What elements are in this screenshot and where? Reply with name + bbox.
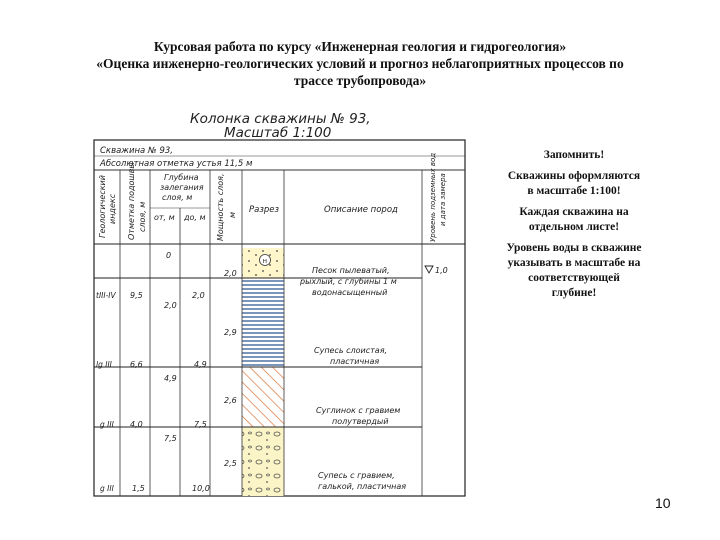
header-depth-1: Глубина: [164, 173, 199, 182]
layer-2-index: lg III: [96, 360, 112, 369]
borehole-elevation: Абсолютная отметка устья 11,5 м: [100, 159, 253, 169]
layer-3-mark: 4,0: [130, 420, 143, 429]
header-water-1: Уровень подземных вод: [429, 152, 437, 242]
borehole-column-figure: [92, 108, 468, 500]
layer-1-mark: 9,5: [130, 291, 143, 300]
water-level-icon: [425, 266, 433, 273]
column-heading-2: Масштаб 1:100: [224, 125, 332, 141]
layer-1-from: 0: [166, 251, 172, 260]
reminder-notes: [506, 148, 642, 307]
header-depth-from: от, м: [154, 213, 175, 222]
header-index-1: Геологический: [98, 175, 107, 238]
note-separate-sheet: Каждая скважина на отдельном листе!: [519, 206, 629, 233]
section-fill-sandy-loam: [242, 278, 284, 367]
borehole-number: Скважина № 93,: [100, 146, 173, 156]
layer-1-desc-2: рыхлый, с глубины 1 м: [300, 277, 397, 286]
page-number: 10: [655, 495, 671, 511]
title-line-3: трассе трубопровода»: [293, 73, 427, 88]
title-line-2: «Оценка инженерно-геологических условий и прогноз неблагоприятных процессов по: [96, 56, 624, 71]
note-remember: Запомнить!: [543, 149, 605, 161]
layer-1-desc-1: Песок пылеватый,: [312, 266, 390, 275]
layer-1-to: 2,0: [192, 291, 205, 300]
section-fill-loam: [242, 367, 284, 427]
layer-3-thickness: 2,6: [224, 396, 237, 405]
header-thickness-2: м: [228, 211, 237, 218]
layer-1-thickness: 2,0: [224, 269, 237, 278]
layer-4-mark: 1,5: [132, 484, 145, 493]
title-line-1: Курсовая работа по курсу «Инженерная геология и гидрогеология»: [153, 39, 567, 54]
layer-2-to: 4,9: [194, 360, 207, 369]
layer-3-desc-1: Суглинок с гравием: [316, 406, 401, 415]
layer-3-to: 7,5: [194, 420, 207, 429]
column-heading-1: Колонка скважины № 93,: [190, 111, 371, 127]
header-depth-to: до, м: [184, 213, 206, 222]
layer-4-index: g III: [100, 484, 114, 493]
header-depth-3: слоя, м: [162, 193, 193, 202]
header-thickness-1: Мощность слоя,: [216, 173, 225, 241]
layer-4-desc-1: Супесь с гравием,: [318, 471, 395, 480]
water-level-value: 1,0: [435, 266, 448, 275]
layer-4-from: 7,5: [164, 434, 177, 443]
layer-4-desc-2: галькой, пластичная: [318, 482, 407, 491]
svg-text:н: н: [262, 257, 268, 265]
layer-4-thickness: 2,5: [224, 459, 237, 468]
note-water-level: Уровень воды в скважине указывать в масштабе на соответствующей глубине!: [506, 242, 642, 299]
header-bottom-mark-1: Отметка подошвы: [127, 162, 136, 240]
layer-2-thickness: 2,9: [224, 328, 237, 337]
layer-2-desc-2: пластичная: [330, 357, 380, 366]
layer-1-desc-3: водонасыщенный: [312, 288, 388, 297]
layer-3-from: 4,9: [164, 374, 177, 383]
header-water-2: и дата замера: [439, 173, 447, 226]
note-scale: Скважины оформляются в масштабе 1:100!: [507, 170, 641, 197]
header-index-2: индекс: [108, 193, 117, 224]
layer-4-to: 10,0: [192, 484, 210, 493]
header-section: Разрез: [249, 205, 279, 215]
layer-3-desc-2: полутвердый: [332, 417, 389, 426]
slide-title: [40, 38, 680, 89]
layer-2-from: 2,0: [164, 301, 177, 310]
layer-2-mark: 6,6: [130, 360, 143, 369]
layer-2-desc-1: Супесь слоистая,: [314, 346, 388, 355]
header-depth-2: залегания: [160, 183, 204, 192]
header-bottom-mark-2: слоя, м: [138, 201, 147, 232]
header-description: Описание пород: [324, 205, 398, 215]
layer-3-index: g III: [100, 420, 114, 429]
layer-1-index: tIII-IV: [96, 291, 116, 300]
